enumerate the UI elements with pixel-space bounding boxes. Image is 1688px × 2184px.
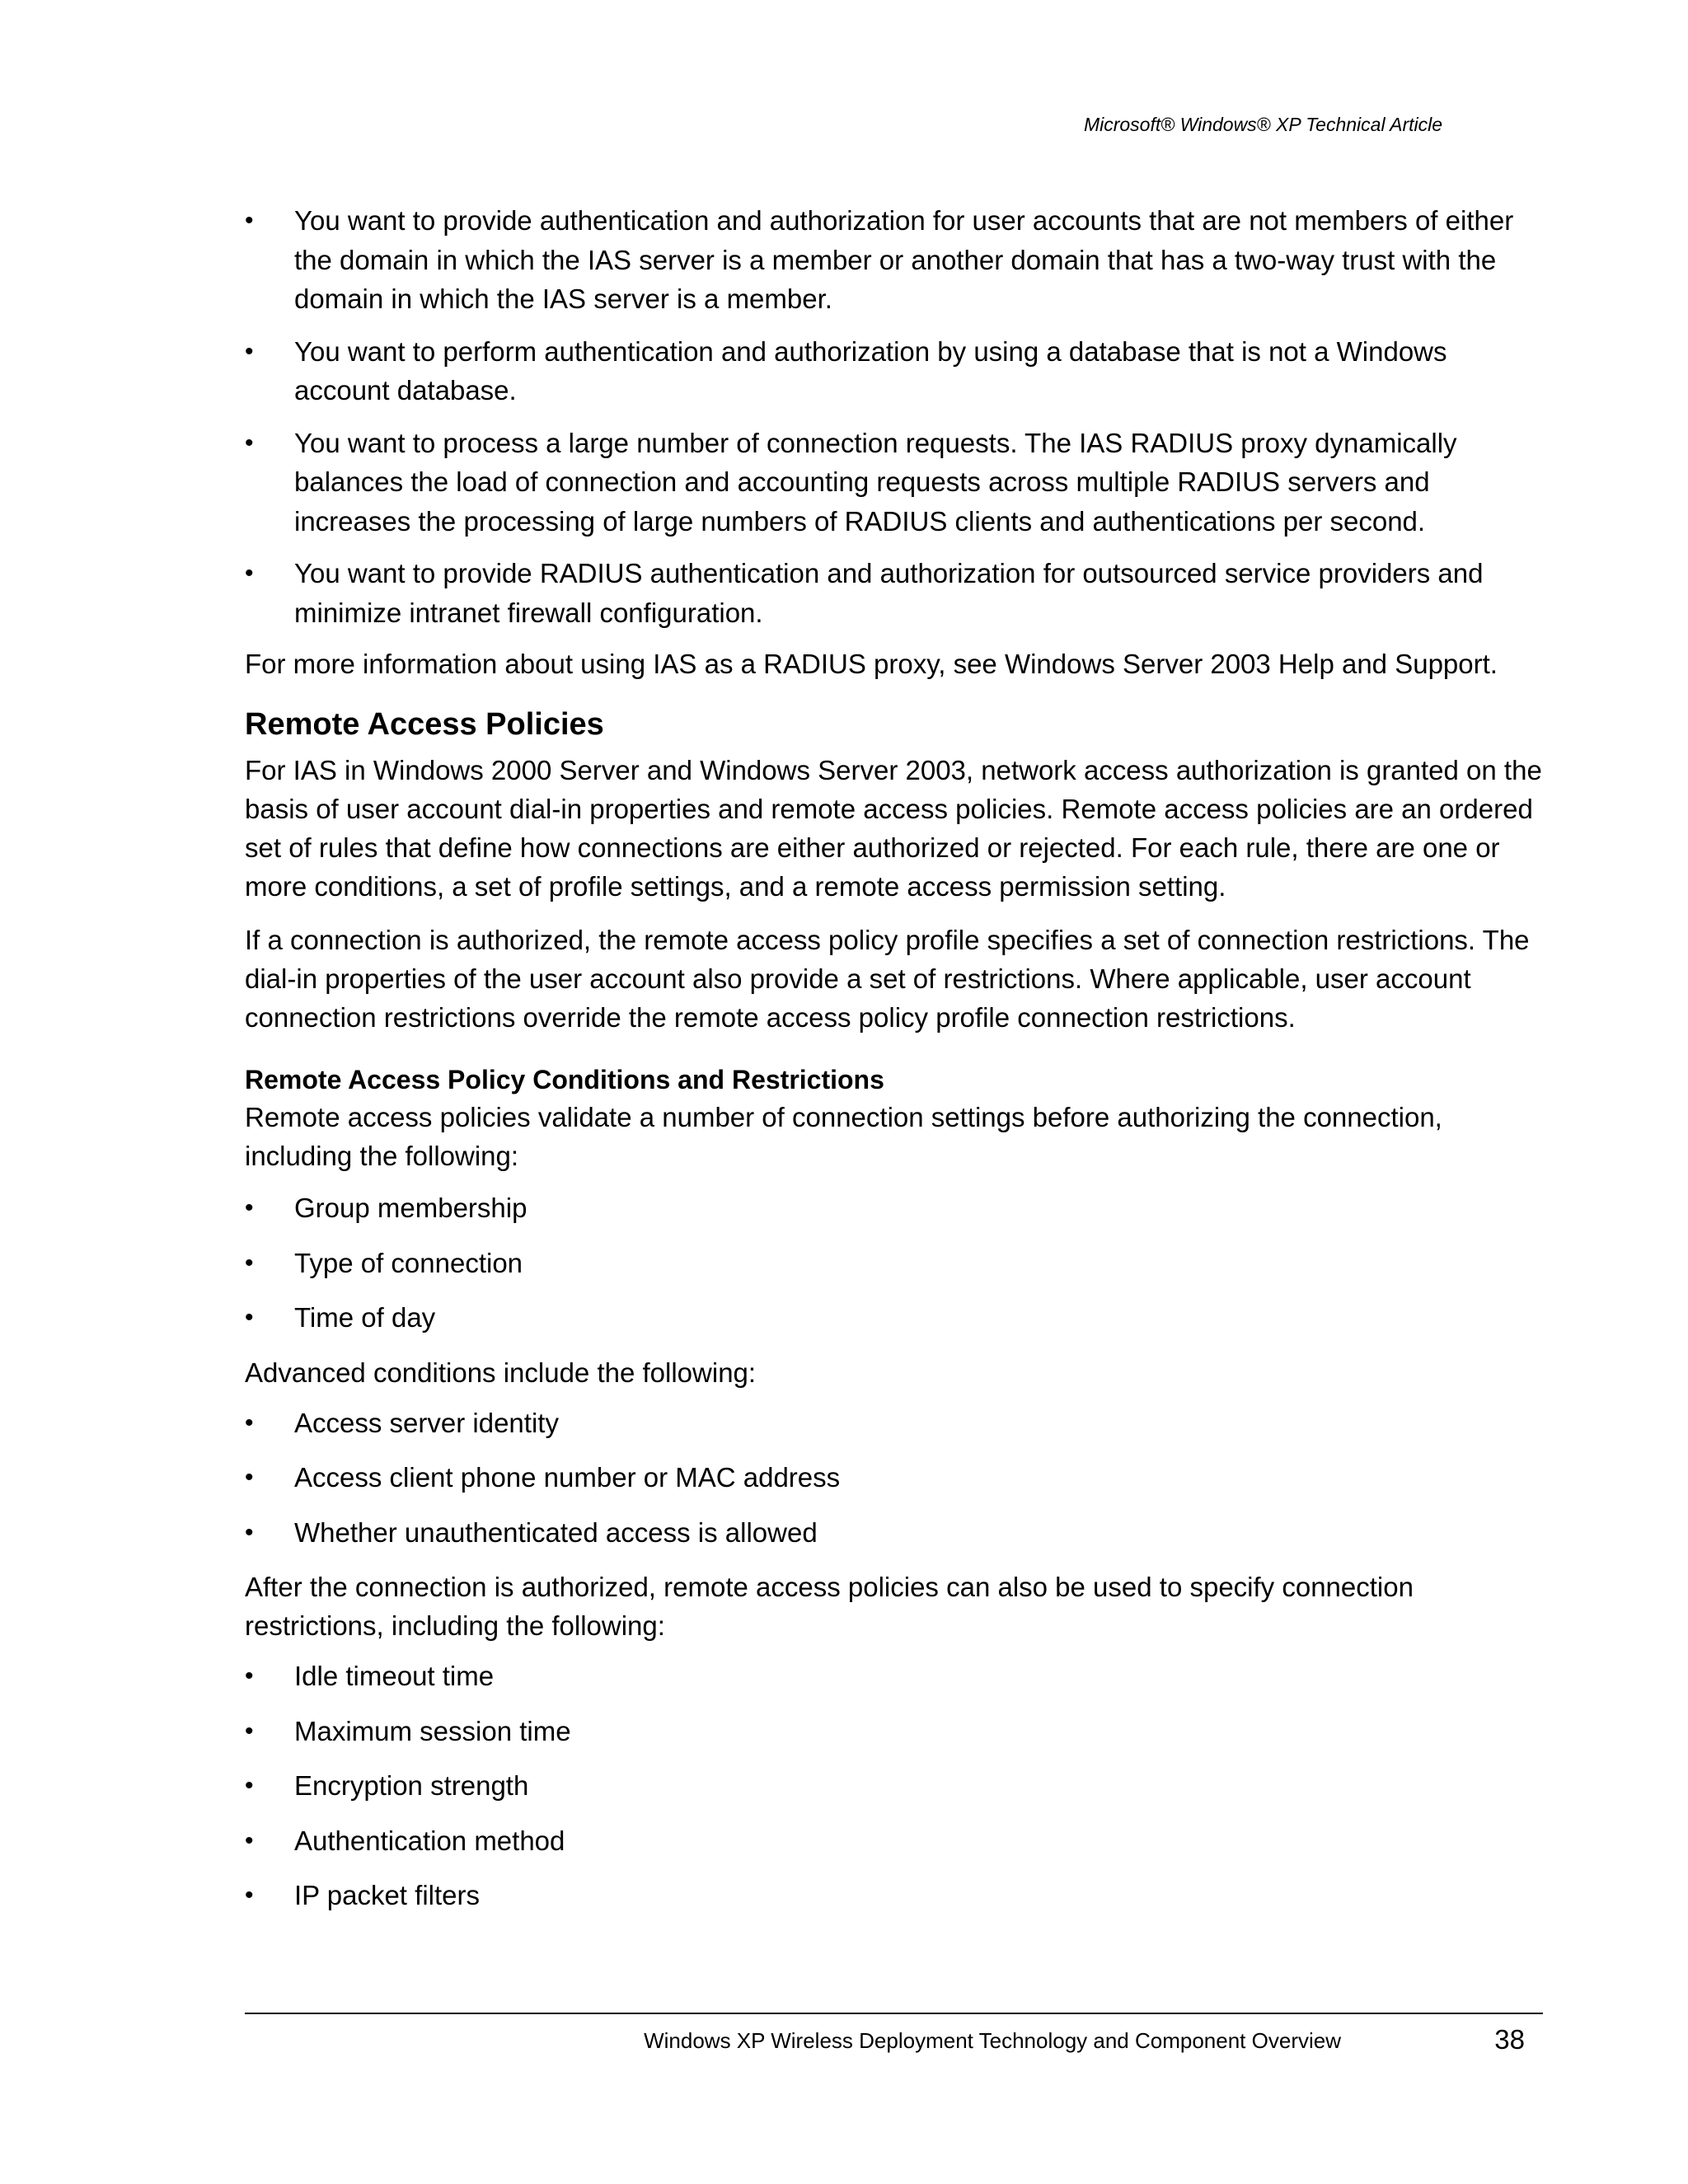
list-item: • Maximum session time <box>245 1712 1547 1751</box>
policies-paragraph-1: For IAS in Windows 2000 Server and Windows Server 2003, network access authorization is granted on the basis of user account dial-in properties and remote access policies. Remote access policies are an ordered set of rules that define how connections are either authorized or rejected. For each rule, there are one or more conditions, a set of profile settings, and a remote access permission setting. <box>245 755 1542 902</box>
list-item: • Access client phone number or MAC address <box>245 1458 1547 1497</box>
list-item: • Type of connection <box>245 1244 1547 1283</box>
restrictions-list <box>245 1657 1547 1915</box>
page-number: 38 <box>1494 2024 1525 2055</box>
list-item: • You want to perform authentication and authorization by using a database that is not a Windows account database. <box>245 332 1547 410</box>
conditions-list <box>245 1188 1547 1338</box>
list-item: • Time of day <box>245 1298 1547 1338</box>
list-item: • Idle timeout time <box>245 1657 1547 1696</box>
list-item: • Authentication method <box>245 1821 1547 1861</box>
proxy-info-paragraph: For more information about using IAS as a RADIUS proxy, see Windows Server 2003 Help and Support. <box>245 649 1498 679</box>
section-heading: Remote Access Policies <box>245 707 604 742</box>
list-item: • You want to process a large number of connection requests. The IAS RADIUS proxy dynamically balances the load of connection and accounting requests across multiple RADIUS servers and increases the processing of large numbers of RADIUS clients and authentications per second. <box>245 424 1547 541</box>
list-item: • Group membership <box>245 1188 1547 1228</box>
list-item: • Encryption strength <box>245 1766 1547 1806</box>
policies-paragraph-2: If a connection is authorized, the remote access policy profile specifies a set of connection restrictions. The dial-in properties of the user account also provide a set of restrictions. Where applicable, user account connection restrictions override the remote access policy profile connection restrictions. <box>245 925 1530 1033</box>
list-item: • You want to provide RADIUS authentication and authorization for outsourced service providers and minimize intranet firewall configuration. <box>245 554 1547 632</box>
footer-divider <box>245 2013 1543 2014</box>
footer-document-title: Windows XP Wireless Deployment Technology and Component Overview <box>644 2028 1341 2053</box>
running-header: Microsoft® Windows® XP Technical Article <box>1083 114 1442 135</box>
proxy-scenarios-list <box>245 201 1547 632</box>
list-item: • IP packet filters <box>245 1876 1547 1915</box>
conditions-intro: Remote access policies validate a number of connection settings before authorizing the connection, including the following: <box>245 1102 1442 1171</box>
page-content <box>245 201 1547 1915</box>
subsection-heading: Remote Access Policy Conditions and Restrictions <box>245 1065 884 1094</box>
list-item: • You want to provide authentication and authorization for user accounts that are not members of either the domain in which the IAS server is a member or another domain that has a two-way trust with the domain in which the IAS server is a member. <box>245 201 1547 319</box>
list-item: • Access server identity <box>245 1404 1547 1443</box>
list-item: • Whether unauthenticated access is allowed <box>245 1513 1547 1553</box>
advanced-conditions-intro: Advanced conditions include the following: <box>245 1357 757 1388</box>
restrictions-intro: After the connection is authorized, remote access policies can also be used to specify connection restrictions, including the following: <box>245 1572 1414 1641</box>
advanced-conditions-list <box>245 1404 1547 1553</box>
